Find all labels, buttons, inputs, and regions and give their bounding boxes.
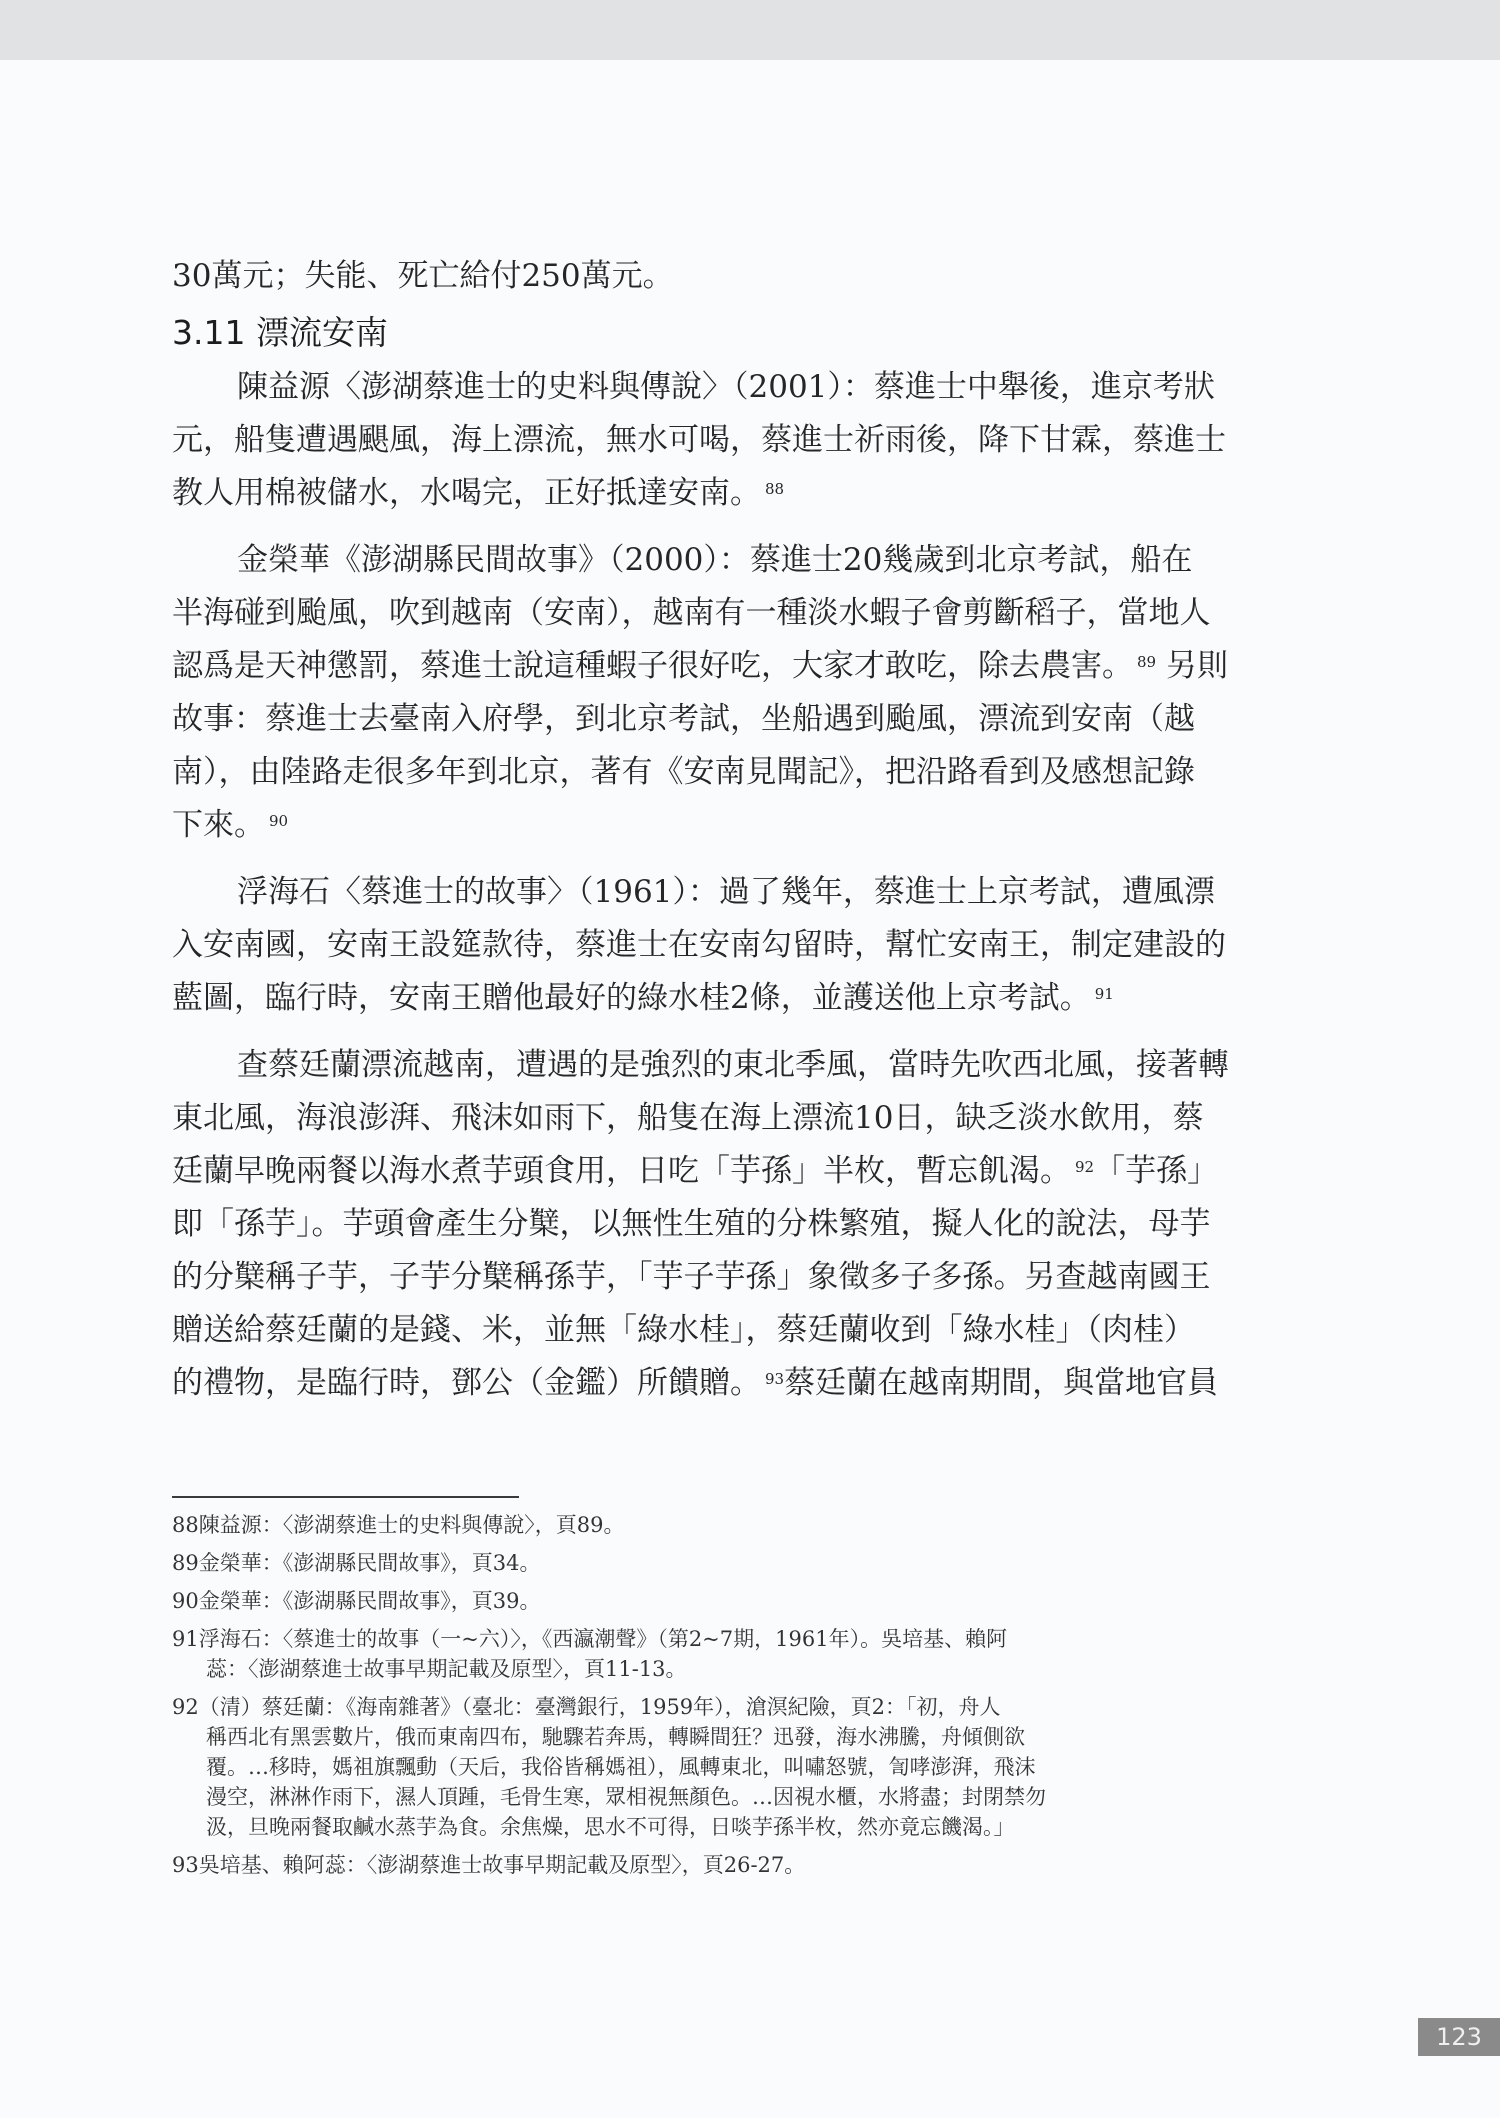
footnote-88: 88陳益源：〈澎湖蔡進士的史料與傳說〉，頁89。 <box>172 1513 625 1537</box>
text-line: 陳益源〈澎湖蔡進士的史料與傳說〉（2001）：蔡進士中舉後，進京考狀 <box>237 369 1215 405</box>
text-line: 的禮物，是臨行時，鄧公（金鑑）所饋贈。 $^{93}$蔡廷蘭在越南期間，與當地官員 <box>172 1365 1219 1401</box>
footnote-ref: 88 <box>765 480 785 498</box>
footnote-ref: 89 <box>1137 653 1157 671</box>
footnote-divider <box>172 1496 519 1498</box>
text-line: 即「孫芋」。芋頭會產生分櫱，以無性生殖的分株繁殖，擬人化的說法，母芋 <box>172 1206 1211 1242</box>
text-line: 藍圖，臨行時，安南王贈他最好的綠水桂2條，並護送他上京考試。 $^{91}$ <box>172 980 1114 1016</box>
footnote-89: 89金榮華：《澎湖縣民間故事》，頁34。 <box>172 1551 541 1575</box>
text-line: 元，船隻遭遇颶風，海上漂流，無水可喝，蔡進士祈雨後，降下甘霖，蔡進士 <box>172 422 1226 458</box>
text-line: 入安南國，安南王設筵款待，蔡進士在安南勾留時，幫忙安南王，制定建設的 <box>172 927 1226 963</box>
text-line: 30萬元；失能、死亡給付250萬元。 <box>172 258 674 294</box>
text-line: 教人用棉被儲水，水喝完，正好抵達安南。 $^{88}$ <box>172 475 785 511</box>
footnote-90: 90金榮華：《澎湖縣民間故事》，頁39。 <box>172 1589 541 1613</box>
scan-top-band <box>0 0 1500 60</box>
text-line: 的分櫱稱子芋，子芋分櫱稱孫芋，「芋子芋孫」象徵多子多孫。另查越南國王 <box>172 1259 1211 1295</box>
footnote-92: 92（清）蔡廷蘭：《海南雜著》（臺北：臺灣銀行，1959年），滄溟紀險，頁2：「初，舟人 稱西北有黑雲數片，俄而東南四布，馳驟若奔馬，轉瞬間狂？迅發，海水沸騰，舟傾側欲 覆。…移時，媽祖旗飄動（天后，我俗皆稱媽祖），風轉東北，叫嘯怒號，訇哮澎湃，飛沫 漫空，淋淋作雨下，濕人頂踵，毛骨生寒，眾相視無顏色。…因視水櫃，水將盡；封閉禁勿 汲，旦晚兩餐取鹹水蒸芋為食。余焦燥，思水不可得，日啖芋孫半枚，然亦竟忘饑渴。」 <box>172 1695 1046 1839</box>
page-number: 123 <box>1418 2018 1500 2056</box>
text-line: 下來。 $^{90}$ <box>172 807 289 843</box>
text-line: 贈送給蔡廷蘭的是錢、米，並無「綠水桂」，蔡廷蘭收到「綠水桂」（肉桂） <box>172 1312 1195 1348</box>
footnote-ref: 90 <box>269 812 289 830</box>
text-line: 查蔡廷蘭漂流越南，遭遇的是強烈的東北季風，當時先吹西北風，接著轉 <box>237 1047 1229 1083</box>
text-line: 金榮華《澎湖縣民間故事》（2000）：蔡進士20幾歲到北京考試，船在 <box>237 542 1193 578</box>
body-text <box>172 250 1290 1410</box>
text-line: 半海碰到颱風，吹到越南（安南），越南有一種淡水蝦子會剪斷稻子，當地人 <box>172 595 1211 631</box>
footnote-ref: 92 <box>1075 1158 1095 1176</box>
text-line: 東北風，海浪澎湃、飛沫如雨下，船隻在海上漂流10日，缺乏淡水飲用，蔡 <box>172 1100 1204 1136</box>
footnote-ref: 91 <box>1094 985 1114 1003</box>
text-line: 認爲是天神懲罰，蔡進士說這種蝦子很好吃，大家才敢吃，除去農害。 $^{89}$ 另則 <box>172 648 1228 684</box>
footnote-91: 91浮海石：〈蔡進士的故事（一~六）〉，《西瀛潮聲》（第2~7期，1961年）。吳培基、賴阿 蕊：〈澎湖蔡進士故事早期記載及原型〉，頁11-13。 <box>172 1627 1008 1681</box>
text-line: 南），由陸路走很多年到北京，著有《安南見聞記》，把沿路看到及感想記錄 <box>172 754 1195 790</box>
footnote-ref: 93 <box>765 1370 785 1388</box>
text-line: 廷蘭早晚兩餐以海水煮芋頭食用，日吃「芋孫」半枚，暫忘飢渴。 $^{92}$「芋孫」 <box>172 1153 1219 1189</box>
text-line: 故事：蔡進士去臺南入府學，到北京考試，坐船遇到颱風，漂流到安南（越 <box>172 701 1195 737</box>
section-heading: 3.11 漂流安南 <box>172 313 388 352</box>
text-line: 浮海石〈蔡進士的故事〉（1961）：過了幾年，蔡進士上京考試，遭風漂 <box>237 874 1215 910</box>
footnotes <box>172 1510 1290 1888</box>
footnote-93: 93吳培基、賴阿蕊：〈澎湖蔡進士故事早期記載及原型〉，頁26-27。 <box>172 1853 806 1877</box>
